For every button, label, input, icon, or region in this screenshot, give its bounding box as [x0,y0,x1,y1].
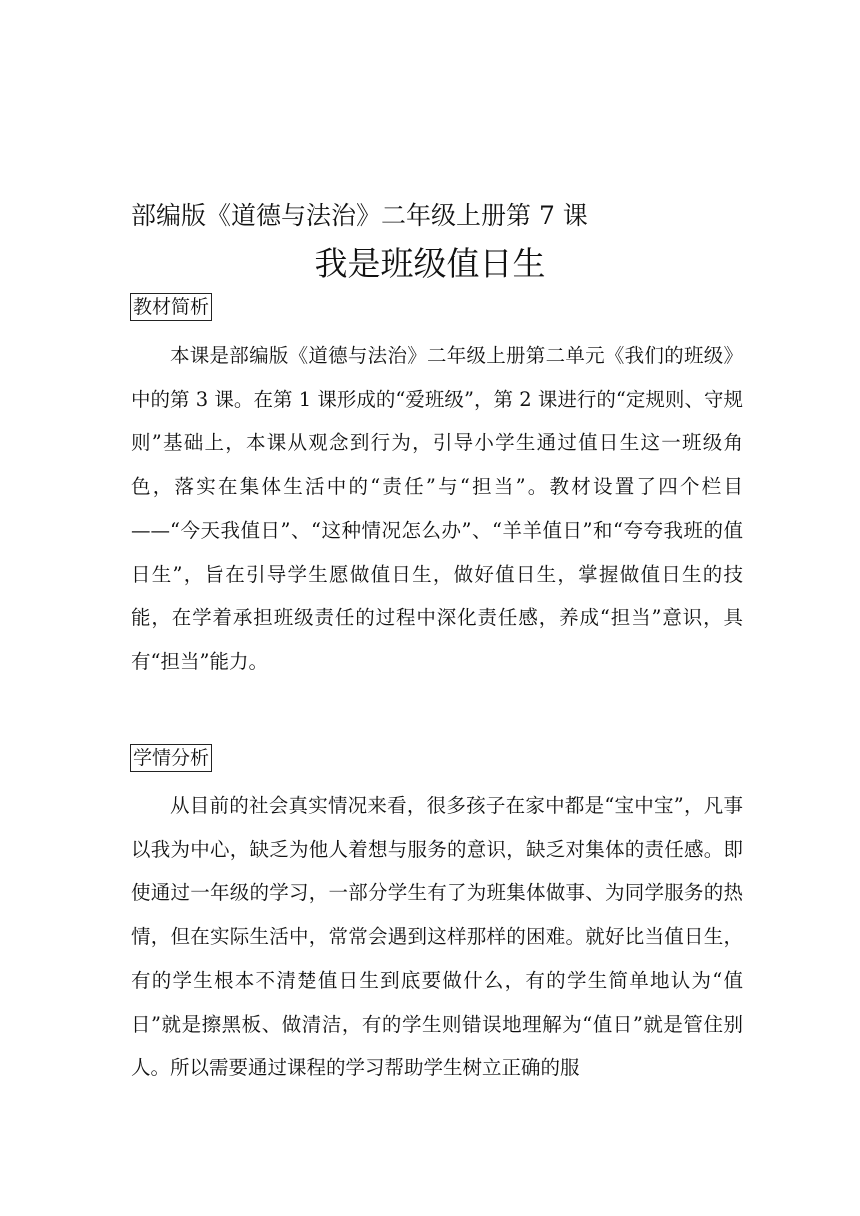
lesson-title: 我是班级值日生 [314,244,546,283]
section-label-textbook-analysis: 教材简析 [130,293,212,321]
section-paragraph-student-analysis: 从目前的社会真实情况来看，很多孩子在家中都是“宝中宝”，凡事以我为中心，缺乏为他人着想与服务的意识，缺乏对集体的责任感。即使通过一年级的学习，一部分学生有了为班集体做事、为同学服务的热情，但在实际生活中，常常会遇到这样那样的困难。就好比当值日生，有的学生根本不清楚值日生到底要做什么，有的学生简单地认为“值日”就是擦黑板、做清洁，有的学生则错误地理解为“值日”就是管住别人。所以需要通过课程的学习帮助学生树立正确的服 [131,794,743,1080]
section-paragraph-textbook-analysis: 本课是部编版《道德与法治》二年级上册第二单元《我们的班级》中的第 3 课。在第 1 课形成的“爱班级”，第 2 课进行的“定规则、守规则”基础上，本课从观念到行为，引导小学生通过值日生这一班级角色，落实在集体生活中的“责任”与“担当”。教材设置了四个栏目——“今天我值日”、“这种情况怎么办”、“羊羊值日”和“夸夸我班的值日生”，旨在引导学生愿做值日生，做好值日生，掌握做值日生的技能，在学着承担班级责任的过程中深化责任感，养成“担当”意识，具有“担当”能力。 [131,344,743,673]
section-label-student-analysis: 学情分析 [130,744,212,772]
lesson-subtitle: 部编版《道德与法治》二年级上册第 7 课 [131,201,588,230]
